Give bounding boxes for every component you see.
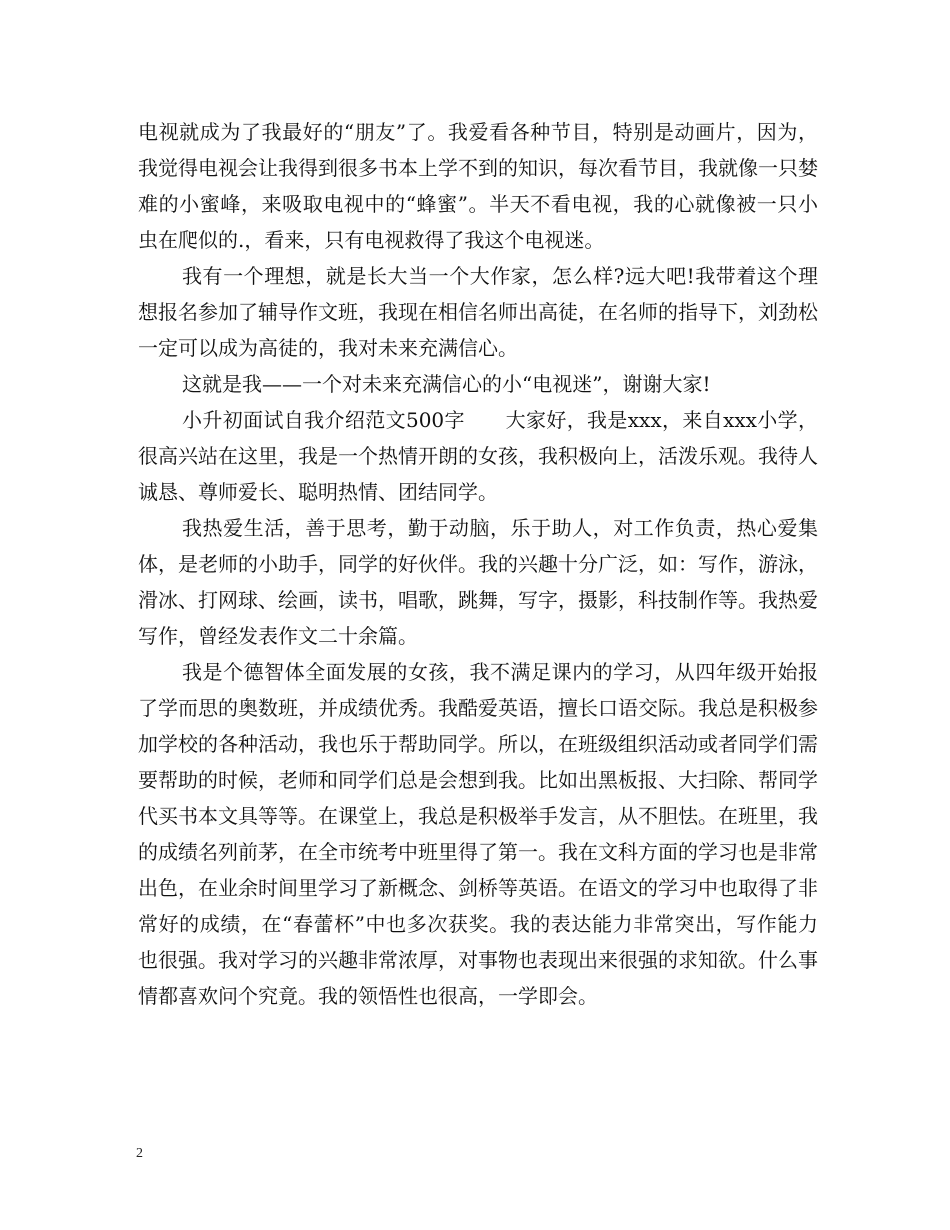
- page-number: 2: [136, 1146, 143, 1161]
- paragraph-dream: 我有一个理想，就是长大当一个大作家，怎么样?远大吧!我带着这个理想报名参加了辅导作文班，我现在相信名师出高徒，在名师的指导下，刘劲松一定可以成为高徒的，我对未来充满信心。: [138, 264, 818, 360]
- paragraph-achievements: 我是个德智体全面发展的女孩，我不满足课内的学习，从四年级开始报了学而思的奥数班，并成绩优秀。我酷爱英语，擅长口语交际。我总是积极参加学校的各种活动，我也乐于帮助同学。所以，在班级组织活动或者同学们需要帮助的时候，老师和同学们总是会想到我。比如出黑板报、大扫除、帮同学代买书本文具等等。在课堂上，我总是积极举手发言，从不胆怯。在班里，我的成绩名列前茅，在全市统考中班里得了第一。我在文科方面的学习也是非常出色，在业余时间里学习了新概念、剑桥等英语。在语文的学习中也取得了非常好的成绩，在“春蕾杯”中也多次获奖。我的表达能力非常突出，写作能力也很强。我对学习的兴趣非常浓厚，对事物也表现出来很强的求知欲。什么事情都喜欢问个究竟。我的领悟性也很高，一学即会。: [138, 660, 818, 1008]
- paragraph-hobbies: 我热爱生活，善于思考，勤于动脑，乐于助人，对工作负责，热心爱集体，是老师的小助手，同学的好伙伴。我的兴趣十分广泛，如：写作，游泳，滑冰、打网球、绘画，读书，唱歌，跳舞，写字，摄影，科技制作等。我热爱写作，曾经发表作文二十余篇。: [138, 516, 818, 648]
- paragraph-tv-fan: 电视就成为了我最好的“朋友”了。我爱看各种节目，特别是动画片，因为，我觉得电视会让我得到很多书本上学不到的知识，每次看节目，我就像一只婪难的小蜜峰，来吸取电视中的“蜂蜜”。半天不看电视，我的心就像被一只小虫在爬似的.，看来，只有电视救得了我这个电视迷。: [138, 120, 818, 252]
- document-body: [138, 114, 818, 1014]
- paragraph-closing: 这就是我——一个对未来充满信心的小“电视迷”，谢谢大家!: [182, 372, 711, 396]
- paragraph-intro: 小升初面试自我介绍范文500字 大家好，我是xxx，来自xxx小学，很高兴站在这里，我是一个热情开朗的女孩，我积极向上，活泼乐观。我待人诚恳、尊师爱长、聪明热情、团结同学。: [138, 408, 818, 504]
